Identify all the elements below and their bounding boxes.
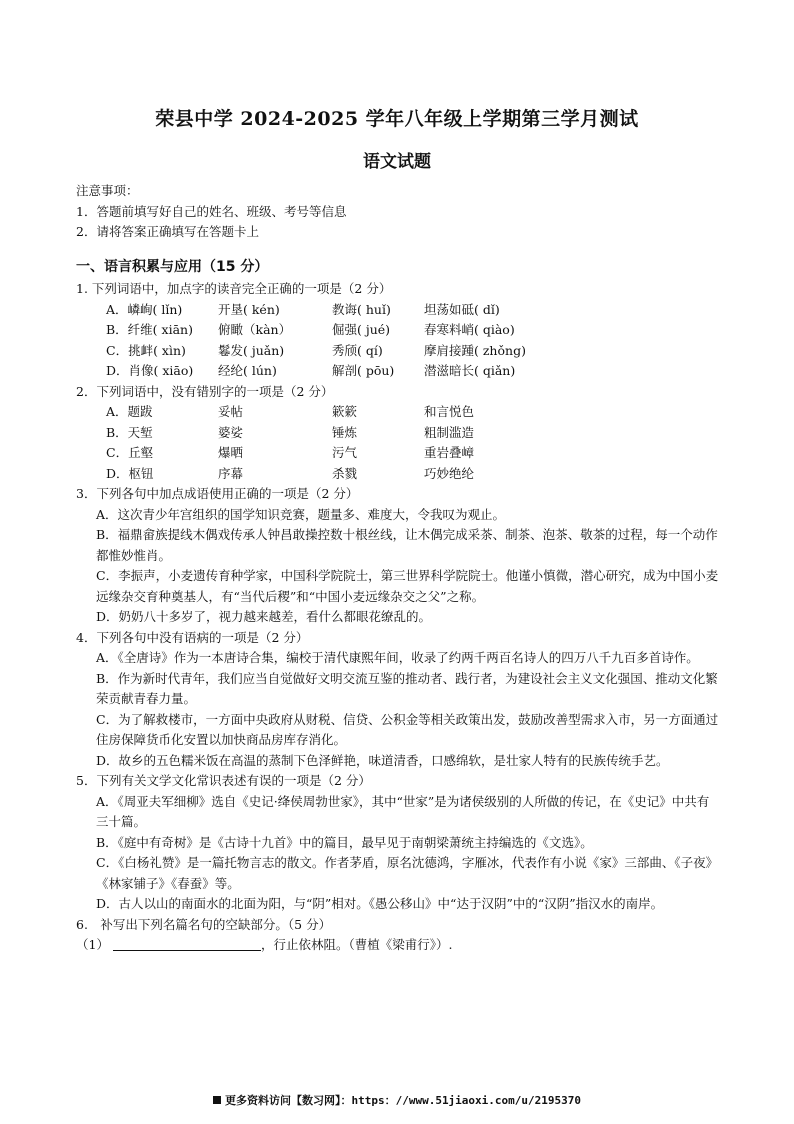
footer-link[interactable] bbox=[0, 1092, 794, 1108]
flag-icon bbox=[213, 1096, 221, 1104]
option-cell: 锤炼 bbox=[332, 424, 358, 440]
option-row bbox=[76, 320, 720, 341]
option-cell: B．天堑 bbox=[106, 424, 153, 440]
option-row bbox=[76, 402, 720, 423]
option-cell: B．纤维( xiān) bbox=[106, 322, 193, 337]
notes-heading: 注意事项： bbox=[76, 183, 139, 198]
option-text: B．作为新时代青年，我们应当自觉做好文明交流互鉴的推动者、践行者，为建设社会主义文化强国、推动文化繁荣贡献青春力量。 bbox=[96, 670, 718, 706]
question-stem: 2．下列词语中，没有错别字的一项是（2 分） bbox=[76, 383, 334, 399]
option-cell: 粗制滥造 bbox=[424, 424, 475, 440]
option-cell: A．嶙峋( lǐn) bbox=[106, 301, 183, 317]
option-cell: 倔强( jué) bbox=[332, 322, 391, 337]
question-stem: 4．下列各句中没有语病的一项是（2 分） bbox=[76, 629, 309, 645]
option-cell: C．丘壑 bbox=[106, 445, 154, 460]
question-stem: 1. 下列词语中，加点字的读音完全正确的一项是（2 分） bbox=[76, 281, 392, 296]
option-text: B．《庭中有奇树》是《古诗十九首》中的篇目，最早见于南朝梁萧统主持编选的《文选》。 bbox=[96, 834, 593, 850]
option-row bbox=[76, 423, 720, 444]
exam-body bbox=[76, 181, 720, 956]
option-cell: D．肖像( xiāo) bbox=[106, 363, 194, 378]
option-row bbox=[76, 341, 720, 362]
option-text: A．这次青少年宫组织的国学知识竞赛，题量多、难度大，令我叹为观止。 bbox=[96, 506, 506, 522]
option-cell: 重岩叠嶂 bbox=[424, 445, 475, 460]
option-cell: 春寒料峭( qiào) bbox=[424, 322, 515, 337]
option-cell: 鬈发( juǎn) bbox=[218, 342, 285, 358]
question-stem: 3．下列各句中加点成语使用正确的一项是（2 分） bbox=[76, 486, 359, 501]
option-row bbox=[76, 361, 720, 382]
fill-prefix: （1） bbox=[76, 937, 109, 952]
option-text: A．《周亚夫军细柳》选自《史记·绛侯周勃世家》，其中“世家”是为诸侯级别的人所做的传记，在《史记》中共有三十篇。 bbox=[96, 793, 710, 829]
question-stem: 6. 补写出下列名篇名句的空缺部分。（5 分） bbox=[76, 916, 332, 932]
option-cell: 摩肩接踵( zhǒng) bbox=[424, 342, 526, 358]
fill-in-line bbox=[76, 935, 720, 956]
option-text: D．奶奶八十多岁了，视力越来越差，看什么都眼花缭乱的。 bbox=[96, 609, 432, 624]
section-heading: 一、语言积累与应用（15 分） bbox=[76, 258, 269, 275]
footer-text[interactable]: 更多资料访问【数习网】：https：//www.51jiaoxi.com/u/2195370 bbox=[224, 1094, 582, 1107]
option-text: D．故乡的五色糯米饭在高温的蒸制下色泽鲜艳，味道清香，口感绵软，是壮家人特有的民族传统手艺。 bbox=[96, 752, 669, 768]
option-cell: 潜滋暗长( qiǎn) bbox=[424, 363, 516, 378]
option-cell: 妥帖 bbox=[218, 404, 244, 419]
option-text: C．《白杨礼赞》是一篇托物言志的散文。作者茅盾，原名沈德鸿，字雁冰，代表作有小说《家》三部曲、《子夜》《林家铺子》《春蚕》等。 bbox=[96, 855, 719, 891]
option-text: C．为了解救楼市，一方面中央政府从财税、信贷、公积金等相关政策出发，鼓励改善型需求入市，另一方面通过住房保障货币化安置以加快商品房库存消化。 bbox=[96, 711, 719, 747]
notes-item: 2．请将答案正确填写在答题卡上 bbox=[76, 224, 259, 239]
option-cell: 秀颀( qí) bbox=[332, 342, 383, 358]
option-row bbox=[76, 443, 720, 464]
option-cell: C．挑衅( xìn) bbox=[106, 342, 186, 358]
option-cell: 簌簌 bbox=[332, 404, 358, 419]
option-cell: 俯瞰（kàn） bbox=[218, 322, 292, 337]
option-cell: 开垦( kén) bbox=[218, 301, 280, 317]
option-text: C．李振声，小麦遗传育种学家，中国科学院院士，第三世界科学院院士。他谨小慎微，潜心研究，成为中国小麦远缘杂交育种奠基人，有“当代后稷”和“中国小麦远缘杂交之父”之称。 bbox=[96, 568, 719, 604]
option-cell: 婆娑 bbox=[218, 424, 244, 440]
fill-suffix: ，行止依林阻。（曹植《梁甫行》）. bbox=[260, 937, 453, 952]
question-stem: 5．下列有关文学文化常识表述有误的一项是（2 分） bbox=[76, 773, 371, 788]
option-text: A．《全唐诗》作为一本唐诗合集，编校于清代康熙年间，收录了约两千两百名诗人的四万八千九百多首诗作。 bbox=[96, 650, 699, 665]
option-cell: 序幕 bbox=[218, 465, 244, 481]
option-cell: D．枢钮 bbox=[106, 465, 154, 481]
option-text: B．福鼎畲族提线木偶戏传承人钟昌敢操控数十根丝线，让木偶完成采茶、制茶、泡茶、敬茶的过程，每一个动作都惟妙惟肖。 bbox=[96, 527, 718, 563]
option-cell: 教诲( huǐ) bbox=[332, 301, 391, 317]
option-cell: 经纶( lún) bbox=[218, 363, 277, 378]
option-cell: 巧妙绝纶 bbox=[424, 465, 475, 481]
option-text: D．古人以山的南面水的北面为阳，与“阴”相对。《愚公移山》中“达于汉阴”中的“汉阴”指汉水的南岸。 bbox=[96, 896, 664, 911]
page-title: 荣县中学 2024-2025 学年八年级上学期第三学月测试 bbox=[155, 108, 639, 130]
option-cell: 坦荡如砥( dǐ) bbox=[424, 301, 500, 317]
option-cell: 和言悦色 bbox=[424, 404, 475, 419]
page-subtitle: 语文试题 bbox=[363, 152, 431, 172]
option-cell: 解剖( pōu) bbox=[332, 363, 395, 378]
notes-block bbox=[76, 181, 720, 243]
option-cell: 杀戮 bbox=[332, 465, 358, 481]
option-cell: 爆晒 bbox=[218, 445, 244, 460]
answer-blank[interactable] bbox=[113, 937, 261, 951]
option-row bbox=[76, 464, 720, 485]
option-row bbox=[76, 300, 720, 321]
option-cell: 污气 bbox=[332, 445, 358, 460]
option-cell: A．题跋 bbox=[106, 404, 153, 419]
notes-item: 1．答题前填写好自己的姓名、班级、考号等信息 bbox=[76, 203, 347, 219]
